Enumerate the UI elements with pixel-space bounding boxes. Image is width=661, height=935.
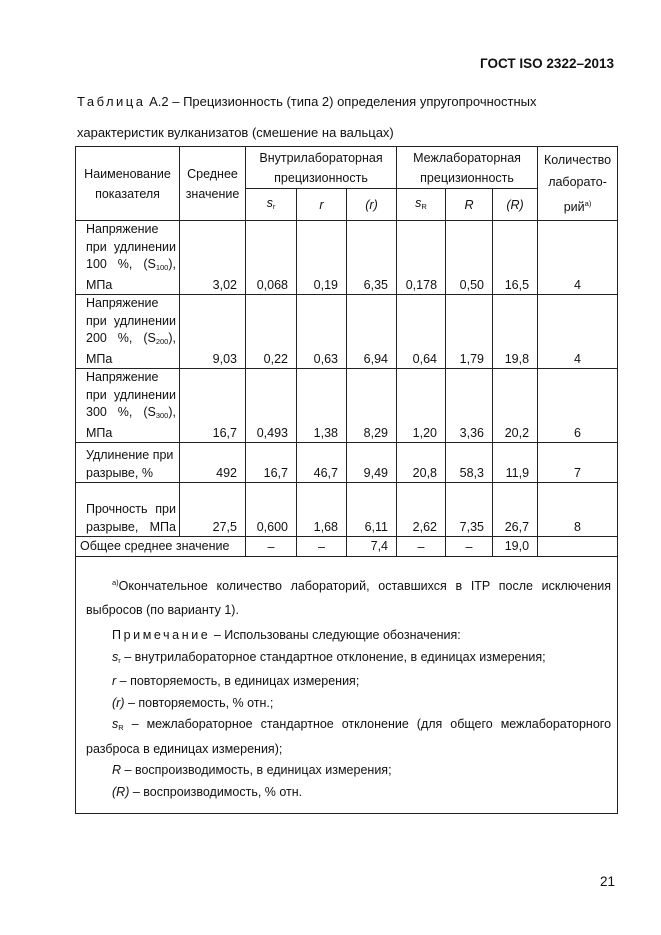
def-r-pct [86, 693, 611, 715]
note-intro-text: – Использованы следующие обозначения: [213, 628, 461, 642]
document-header: ГОСТ ISO 2322–2013 [480, 56, 614, 71]
cell-r: 1,68 [297, 483, 347, 537]
row-name-text: Напряжение при удлинении 300 %, (S [86, 370, 176, 419]
cell-R: 0,50 [446, 221, 493, 295]
precision-table [75, 146, 618, 814]
cell-r: 1,38 [297, 369, 347, 443]
def-symbol: (r) [112, 695, 125, 710]
cell-sr: 16,7 [246, 443, 297, 483]
def-R [86, 760, 611, 782]
overall-sr: – [246, 537, 297, 557]
header-r-pct [347, 189, 397, 221]
header-R [446, 189, 493, 221]
cell-R-pct: 16,5 [493, 221, 538, 295]
footnote [86, 571, 611, 622]
row-name-end: ), МПа [86, 405, 176, 440]
overall-sR: – [397, 537, 446, 557]
overall-r: – [297, 537, 347, 557]
def-text: – воспроизводимость, в единицах измерения; [124, 763, 392, 777]
cell-r: 46,7 [297, 443, 347, 483]
def-text: – межлабораторное стандартное отклонение (для общего межлабораторного разброса в единицах измерения); [86, 717, 612, 756]
header-r [297, 189, 347, 221]
note-intro [86, 625, 611, 647]
row-name: Прочность при разрыве, МПа [76, 483, 180, 537]
header-count-sup: а) [584, 199, 592, 208]
row-name-sub: 300 [155, 411, 169, 420]
def-text: – воспроизводимость, % отн. [132, 784, 303, 799]
header-count-text: Количество лаборато-рий [543, 153, 612, 214]
header-name: Наименование показателя [76, 147, 180, 221]
cell-r-pct: 6,11 [347, 483, 397, 537]
cell-r-pct: 6,94 [347, 295, 397, 369]
def-symbol-sub: R [118, 723, 124, 732]
table-row [76, 443, 618, 483]
table-row [76, 295, 618, 369]
header-intra: Внутрилабораторная прецизионность [246, 147, 397, 189]
cell-R-pct: 26,7 [493, 483, 538, 537]
header-r-pct-sym: (r) [365, 197, 378, 212]
header-inter: Межлабораторная прецизионность [397, 147, 538, 189]
caption-text: – Прецизионность (типа 2) определения упругопрочностных характеристик вулканизатов (смешение на вальцах) [77, 94, 537, 140]
cell-sR: 20,8 [397, 443, 446, 483]
header-count [538, 147, 618, 221]
caption-number: А.2 [149, 94, 169, 109]
cell-R: 7,35 [446, 483, 493, 537]
cell-sr: 0,068 [246, 221, 297, 295]
header-r-sym: r [319, 197, 324, 212]
row-name [76, 295, 180, 369]
overall-row [76, 537, 618, 557]
def-text: – внутрилабораторное стандартное отклонение, в единицах измерения; [124, 649, 546, 664]
cell-count: 8 [538, 483, 618, 537]
row-name-sub: 100 [155, 263, 169, 272]
row-name [76, 369, 180, 443]
cell-count: 7 [538, 443, 618, 483]
overall-R-pct: 19,0 [493, 537, 538, 557]
footnote-text: Окончательное количество лабораторий, оставшихся в ITP после исключения выбросов (по варианту 1). [86, 579, 612, 617]
row-name [76, 221, 180, 295]
note-label: Примечание [112, 628, 211, 642]
def-text: – повторяемость, в единицах измерения; [119, 674, 360, 688]
cell-R: 3,36 [446, 369, 493, 443]
cell-R: 1,79 [446, 295, 493, 369]
row-name-sub: 200 [155, 337, 169, 346]
cell-sR: 1,20 [397, 369, 446, 443]
cell-mean: 3,02 [180, 221, 246, 295]
def-symbol: r [112, 674, 117, 688]
cell-sR: 2,62 [397, 483, 446, 537]
overall-r-pct: 7,4 [347, 537, 397, 557]
header-sR-sym: s [415, 195, 422, 210]
cell-count: 4 [538, 221, 618, 295]
cell-r: 0,63 [297, 295, 347, 369]
def-symbol: (R) [112, 784, 130, 799]
header-sR [397, 189, 446, 221]
overall-R: – [446, 537, 493, 557]
header-sr-sym: s [266, 195, 273, 210]
cell-sR: 0,64 [397, 295, 446, 369]
cell-R-pct: 11,9 [493, 443, 538, 483]
def-sR [86, 714, 611, 760]
table-row [76, 221, 618, 295]
notes-row [76, 557, 618, 814]
cell-count: 6 [538, 369, 618, 443]
cell-r-pct: 8,29 [347, 369, 397, 443]
cell-mean: 492 [180, 443, 246, 483]
def-R-pct [86, 782, 611, 804]
row-name-end: ), МПа [86, 257, 176, 292]
header-R-pct-sym: (R) [506, 197, 524, 212]
cell-mean: 9,03 [180, 295, 246, 369]
cell-r: 0,19 [297, 221, 347, 295]
cell-r-pct: 9,49 [347, 443, 397, 483]
def-sr [86, 647, 611, 672]
row-name: Удлинение при разрыве, % [76, 443, 180, 483]
def-symbol: s [112, 717, 119, 731]
cell-mean: 16,7 [180, 369, 246, 443]
table-caption [77, 86, 617, 148]
header-R-sym: R [464, 197, 474, 212]
header-sR-sub: R [421, 201, 427, 211]
notes-cell [76, 557, 618, 814]
header-sr [246, 189, 297, 221]
def-symbol: R [112, 763, 122, 777]
header-mean: Среднее значение [180, 147, 246, 221]
overall-label: Общее среднее значение [76, 537, 246, 557]
header-sr-sub: r [272, 201, 276, 211]
def-text: – повторяемость, % отн.; [127, 695, 274, 710]
table-row [76, 483, 618, 537]
footnote-mark: а) [112, 578, 119, 587]
cell-mean: 27,5 [180, 483, 246, 537]
row-name-text: Напряжение при удлинении 100 %, (S [86, 222, 176, 271]
page-number: 21 [599, 874, 615, 889]
table-row [76, 369, 618, 443]
cell-R-pct: 20,2 [493, 369, 538, 443]
row-name-end: ), МПа [86, 331, 176, 366]
overall-count-empty [538, 537, 618, 557]
def-r [86, 671, 611, 693]
cell-r-pct: 6,35 [347, 221, 397, 295]
caption-label: Таблица [77, 94, 146, 109]
cell-sr: 0,22 [246, 295, 297, 369]
cell-sr: 0,600 [246, 483, 297, 537]
def-symbol: s [112, 649, 119, 664]
row-name-text: Напряжение при удлинении 200 %, (S [86, 296, 176, 345]
cell-R: 58,3 [446, 443, 493, 483]
cell-R-pct: 19,8 [493, 295, 538, 369]
header-R-pct [493, 189, 538, 221]
cell-sR: 0,178 [397, 221, 446, 295]
cell-count: 4 [538, 295, 618, 369]
def-symbol-sub: r [118, 655, 121, 665]
cell-sr: 0,493 [246, 369, 297, 443]
